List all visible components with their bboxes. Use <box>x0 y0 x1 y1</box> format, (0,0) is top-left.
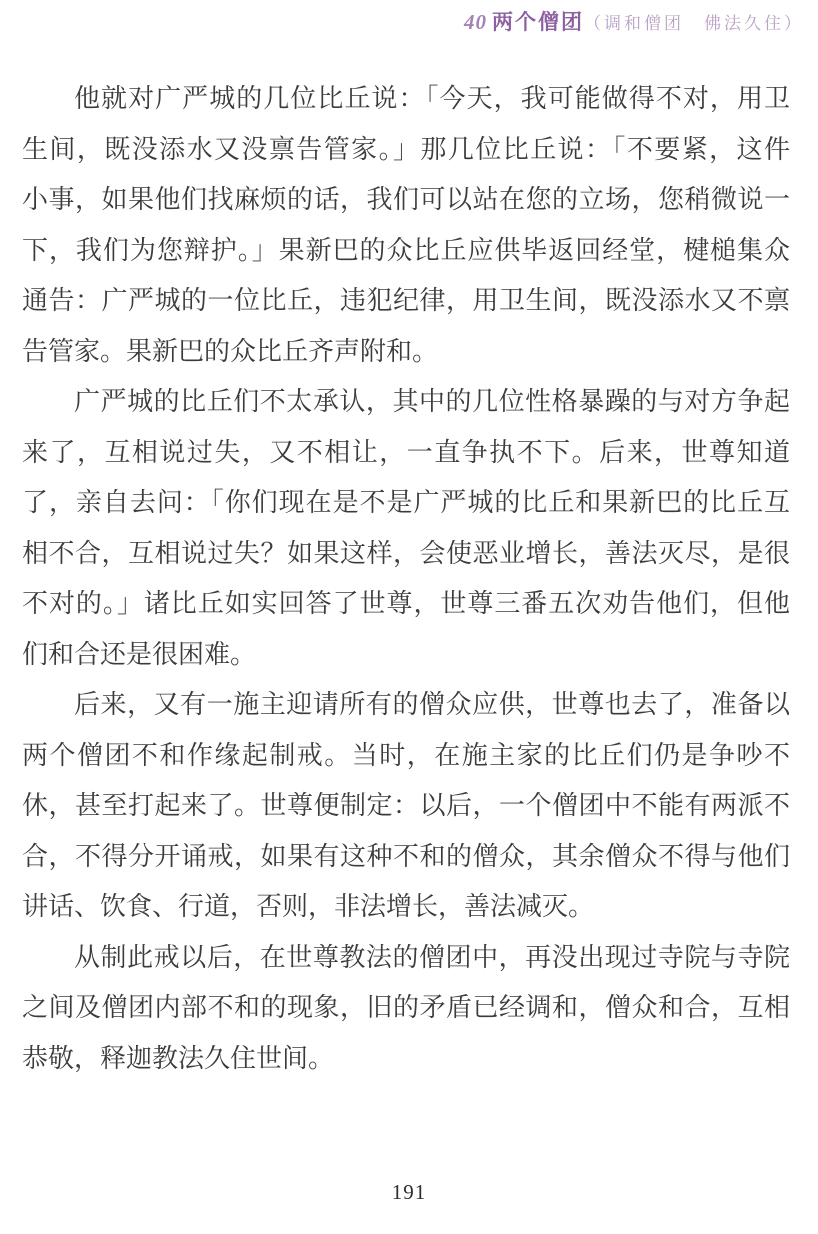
text-line: 之间及僧团内部不和的现象，旧的矛盾已经调和，僧众和合，互相 <box>22 993 790 1022</box>
text-line: 不对的。」诸比丘如实回答了世尊，世尊三番五次劝告他们，但他 <box>22 589 790 618</box>
text-line: 来了，互相说过失，又不相让，一直争执不下。后来，世尊知道 <box>22 437 790 467</box>
text-line: 相不合，互相说过失？如果这样，会使恶业增长，善法灭尽，是很 <box>22 538 790 568</box>
text-line: 广严城的比丘们不太承认，其中的几位性格暴躁的与对方争起 <box>74 387 790 416</box>
running-header <box>464 8 804 39</box>
text-line: 小事，如果他们找麻烦的话，我们可以站在您的立场，您稍微说一 <box>22 185 790 214</box>
text-line: 讲话、饮食、行道，否则，非法增长，善法减灭。 <box>22 892 595 921</box>
text-line: 合，不得分开诵戒，如果有这种不和的僧众，其余僧众不得与他们 <box>22 841 790 871</box>
paragraph <box>22 933 790 1085</box>
text-line: 下，我们为您辩护。」果新巴的众比丘应供毕返回经堂，楗槌集众 <box>22 235 790 265</box>
paragraph <box>22 680 790 933</box>
text-line: 他就对广严城的几位比丘说：「今天，我可能做得不对，用卫 <box>74 84 790 113</box>
chapter-title: 两个僧团 <box>492 10 584 34</box>
page-number: 191 <box>391 1180 427 1204</box>
text-line: 休，甚至打起来了。世尊便制定：以后，一个僧团中不能有两派不 <box>22 791 790 820</box>
paragraph <box>22 377 790 680</box>
text-line: 通告：广严城的一位比丘，违犯纪律，用卫生间，既没添水又不禀 <box>22 286 790 315</box>
text-body <box>22 74 790 1084</box>
text-line: 后来，又有一施主迎请所有的僧众应供，世尊也去了，准备以 <box>74 690 790 719</box>
text-line: 从制此戒以后，在世尊教法的僧团中，再没出现过寺院与寺院 <box>74 942 790 972</box>
text-line: 两个僧团不和作缘起制戒。当时，在施主家的比丘们仍是争吵不 <box>22 740 790 770</box>
chapter-subtitle: （调和僧团 佛法久住） <box>584 14 804 33</box>
text-line: 了，亲自去问：「你们现在是不是广严城的比丘和果新巴的比丘互 <box>22 488 790 517</box>
text-line: 生间，既没添水又没禀告管家。」那几位比丘说：「不要紧，这件 <box>22 134 790 164</box>
chapter-number: 40 <box>464 10 487 34</box>
text-line: 告管家。果新巴的众比丘齐声附和。 <box>22 336 439 366</box>
text-line: 们和合还是很困难。 <box>22 639 257 669</box>
paragraph <box>22 74 790 377</box>
text-line: 恭敬，释迦教法久住世间。 <box>22 1043 335 1073</box>
